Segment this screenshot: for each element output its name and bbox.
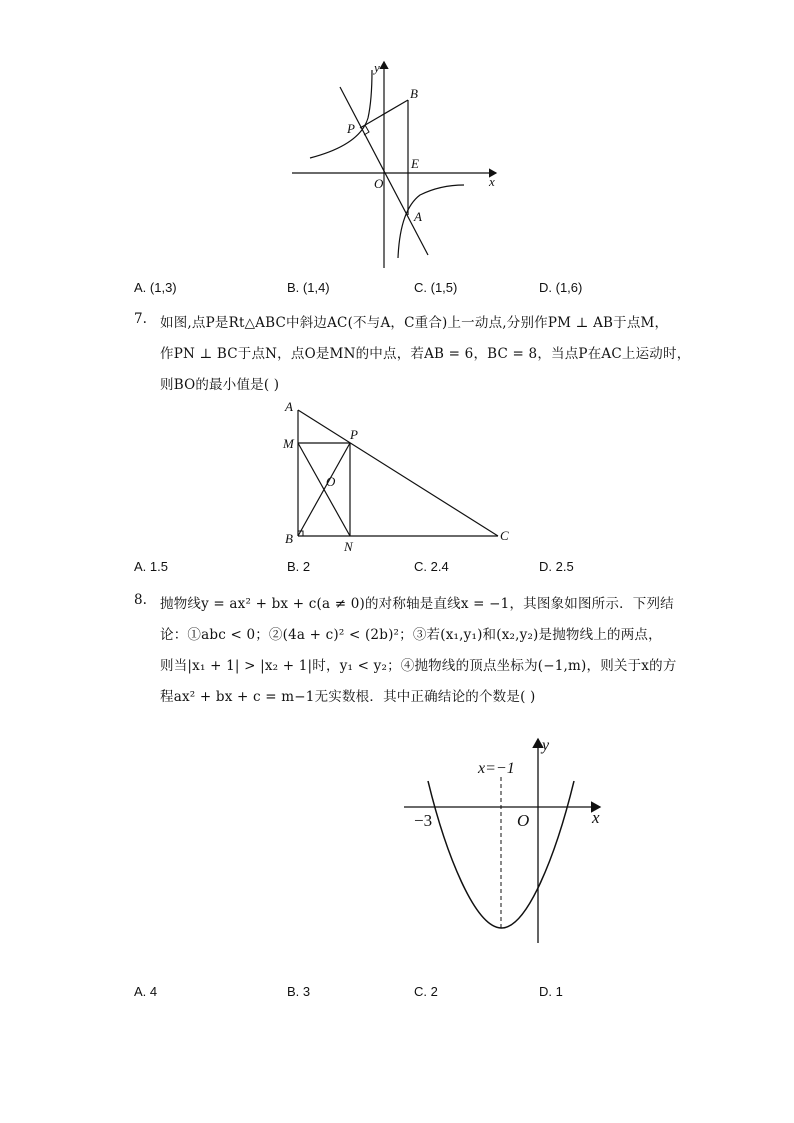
q7-label-A: A — [285, 399, 293, 414]
q8-number: 8. — [134, 592, 147, 608]
q7-line-1: 如图,点P是Rt△ABC中斜边AC(不与A，C重合)上一动点,分别作PM ⊥ AB于点M， — [160, 315, 669, 331]
q8-label-x: x — [592, 808, 600, 827]
q6-label-E: E — [411, 156, 419, 171]
q8-option-b[interactable]: B. 3 — [287, 984, 311, 999]
q8-figure — [0, 725, 794, 965]
q7-line-3: 则BO的最小值是( ) — [160, 377, 280, 393]
q7-label-M: M — [283, 436, 294, 451]
q8-options — [0, 984, 794, 1004]
q6-label-y: y — [374, 60, 380, 75]
q7-label-B: B — [285, 531, 293, 546]
q8-label-axis: x=−1 — [478, 760, 515, 777]
q7-label-P: P — [350, 427, 358, 442]
q7-figure — [0, 395, 794, 555]
q7-number: 7. — [134, 311, 147, 327]
q8-option-d[interactable]: D. 1 — [539, 984, 563, 999]
q8-label-y: y — [542, 737, 550, 754]
q8-line-1: 抛物线y = ax² + bx + c(a ≠ 0)的对称轴是直线x = −1，其图象如图所示．下列结 — [160, 596, 674, 612]
q7-label-N: N — [344, 539, 353, 554]
q7-options — [0, 559, 794, 579]
q6-label-P: P — [347, 121, 355, 136]
q6-label-B: B — [410, 86, 418, 101]
q6-options — [0, 280, 794, 300]
q6-label-O: O — [374, 176, 384, 191]
q7-label-C: C — [500, 528, 509, 543]
q7-option-b[interactable]: B. 2 — [287, 559, 311, 574]
q6-option-d[interactable]: D. (1,6) — [539, 280, 583, 295]
q8-option-a[interactable]: A. 4 — [134, 984, 158, 999]
q6-figure — [0, 0, 794, 280]
q7-segment-AC — [298, 410, 498, 536]
q8-line-3: 则当|x₁ + 1| > |x₂ + 1|时，y₁ < y₂；④抛物线的顶点坐标为(−1,m)，则关于x的方 — [160, 658, 677, 674]
q6-option-a[interactable]: A. (1,3) — [134, 280, 177, 295]
q8-label-O: O — [517, 811, 530, 830]
q6-option-b[interactable]: B. (1,4) — [287, 280, 330, 295]
q6-hyperbola-upper — [310, 70, 372, 158]
q7-label-O: O — [326, 474, 336, 489]
q7-line-2: 作PN ⊥ BC于点N，点O是MN的中点，若AB = 6，BC = 8，当点P在AC上运动时， — [160, 346, 691, 362]
q8-option-c[interactable]: C. 2 — [414, 984, 438, 999]
q7-option-c[interactable]: C. 2.4 — [414, 559, 449, 574]
q6-label-A: A — [414, 209, 422, 224]
q7-option-a[interactable]: A. 1.5 — [134, 559, 168, 574]
q7-option-d[interactable]: D. 2.5 — [539, 559, 574, 574]
q8-line-2: 论：①abc < 0；②(4a + c)² < (2b)²；③若(x₁,y₁)和(x₂,y₂)是抛物线上的两点， — [160, 627, 662, 643]
q6-option-c[interactable]: C. (1,5) — [414, 280, 458, 295]
q8-line-4: 程ax² + bx + c = m−1无实数根．其中正确结论的个数是( ) — [160, 689, 536, 705]
q6-label-x: x — [489, 174, 495, 189]
q8-label-neg3: −3 — [414, 811, 433, 830]
